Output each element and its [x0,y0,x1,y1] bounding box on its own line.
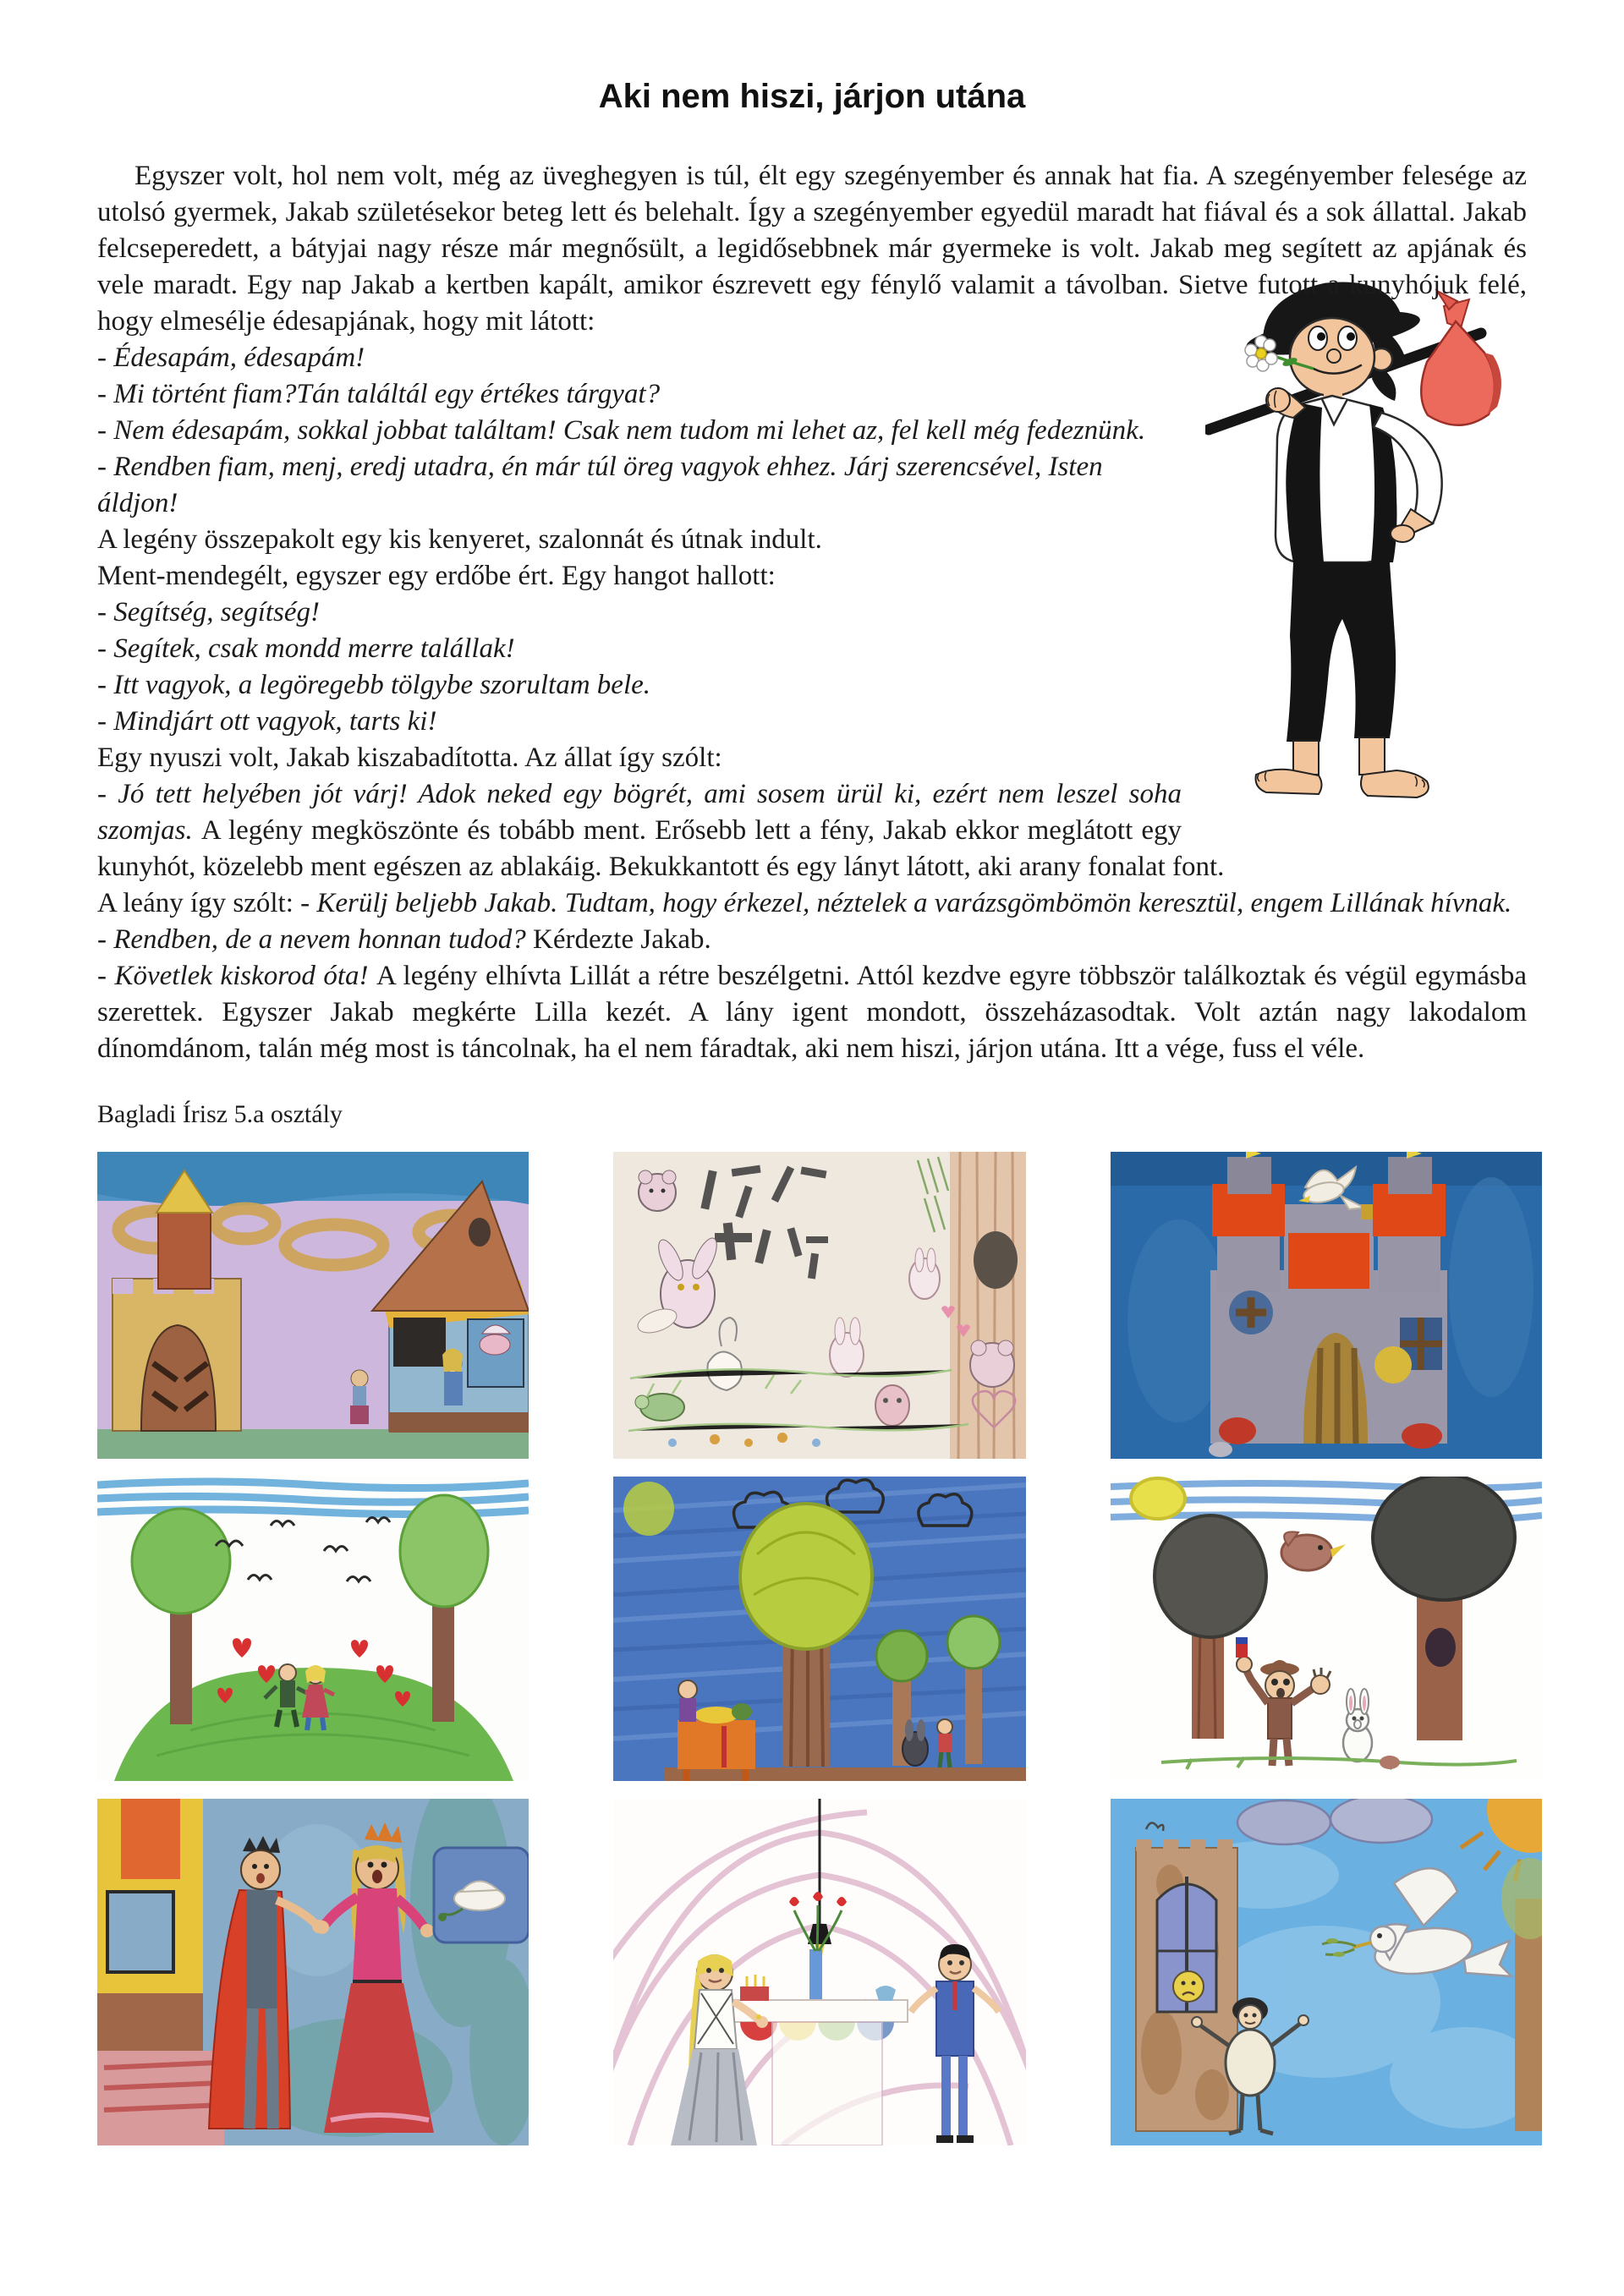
story-paragraph: - Nem édesapám, sokkal jobbat találtam! Csak nem tudom mi lehet az, fel kell még fedeznünk. [97,415,1146,446]
story-paragraph: - Segítek, csak mondd merre talállak! [97,633,515,664]
wandering-lad-cartoon-icon [1205,281,1527,822]
story-paragraph: - Mindjárt ott vagyok, tarts ki! [97,706,437,737]
drawings-gallery [97,1152,1527,2145]
drawing-prince-and-princess [97,1799,529,2145]
story-paragraph: - Jó tett helyében jót várj! Adok neked egy bögrét, ami sosem ürül ki, ezért nem leszel soha szomjas. A legény megköszönte és tobább ment. Erősebb lett a fény, Jakab ekkor meglátott egy kunyhót, közelebb ment egészen az ablakáig. Bekukkantott és egy lányt látott, aki arany fonalat font. [97,779,1225,882]
drawing-kawaii-animals [613,1152,1026,1459]
story-paragraph: - Követlek kiskorod óta! A legény elhívta Lillát a rétre beszélgetni. Attól kezdve egyre többször találkoztak és végül egymásba szerettek. Egyszer Jakab megkérte Lilla kezét. A lány igent mondott, összeházasodtak. Volt aztán nagy lakodalom dínomdánom, talán még most is táncolnak, ha el nem fáradtak, aki nem hiszi, járjon utána. Itt a vége, fuss el véle. [97,961,1527,1064]
story-paragraph: Egy nyuszi volt, Jakab kiszabadította. Az állat így szólt: [97,743,722,773]
drawing-wedding-table [613,1799,1026,2145]
story-text [97,158,1527,1067]
story-paragraph: - Mi történt fiam?Tán találtál egy értékes tárgyat? [97,379,661,409]
story-paragraph: - Rendben fiam, menj, eredj utadra, én már túl öreg vagyok ehhez. Járj szerencsével, Isten áldjon! [97,452,1103,518]
drawing-blue-forest [613,1477,1026,1781]
author-byline: Bagladi Írisz 5.a osztály [97,1100,343,1128]
drawing-boy-and-bunny [1111,1477,1542,1781]
story-paragraph: - Rendben, de a nevem honnan tudod? Kérdezte Jakab. [97,924,711,955]
story-paragraph: A legény összepakolt egy kis kenyeret, szalonnát és útnak indult. [97,524,822,555]
drawing-grey-castle [1111,1152,1542,1459]
story-paragraph: - Segítség, segítség! [97,597,321,627]
story-paragraph: - Itt vagyok, a legöregebb tölgybe szorultam bele. [97,670,651,700]
wandering-lad-illustration [1205,281,1527,822]
story-paragraph: Egyszer volt, hol nem volt, még az üveghegyen is túl, élt egy szegényember és annak hat fia. A szegényember felesége az utolsó gyermek, Jakab születésekor beteg lett és belehalt. Így a szegényember egyedül maradt hat fiával és a sok állattal. Jakab felcseperedett, a bátyjai nagy része már megnősült, a legidősebbnek már gyermeke is volt. Jakab meg segített az apjának és vele maradt. Egy nap Jakab a kertben kapált, amikor észrevett egy fénylő valamit a távolban. Sietve futott a kunyhójuk felé, hogy elmesélje édesapjának, hogy mit látott: [97,161,1527,337]
story-paragraph: - Édesapám, édesapám! [97,342,365,373]
page-title: Aki nem hiszi, járjon utána [598,78,1026,115]
story-paragraph: Ment-mendegélt, egyszer egy erdőbe ért. Egy hangot hallott: [97,561,776,591]
story-paragraph: A leány így szólt: - Kerülj beljebb Jakab. Tudtam, hogy érkezel, néztelek a varázsgömbömön keresztül, engem Lillának hívnak. [97,888,1512,918]
drawing-couple-on-hill [97,1477,529,1781]
drawing-castle-and-house-watercolor [97,1152,529,1459]
drawing-dove-and-tower [1111,1799,1542,2145]
